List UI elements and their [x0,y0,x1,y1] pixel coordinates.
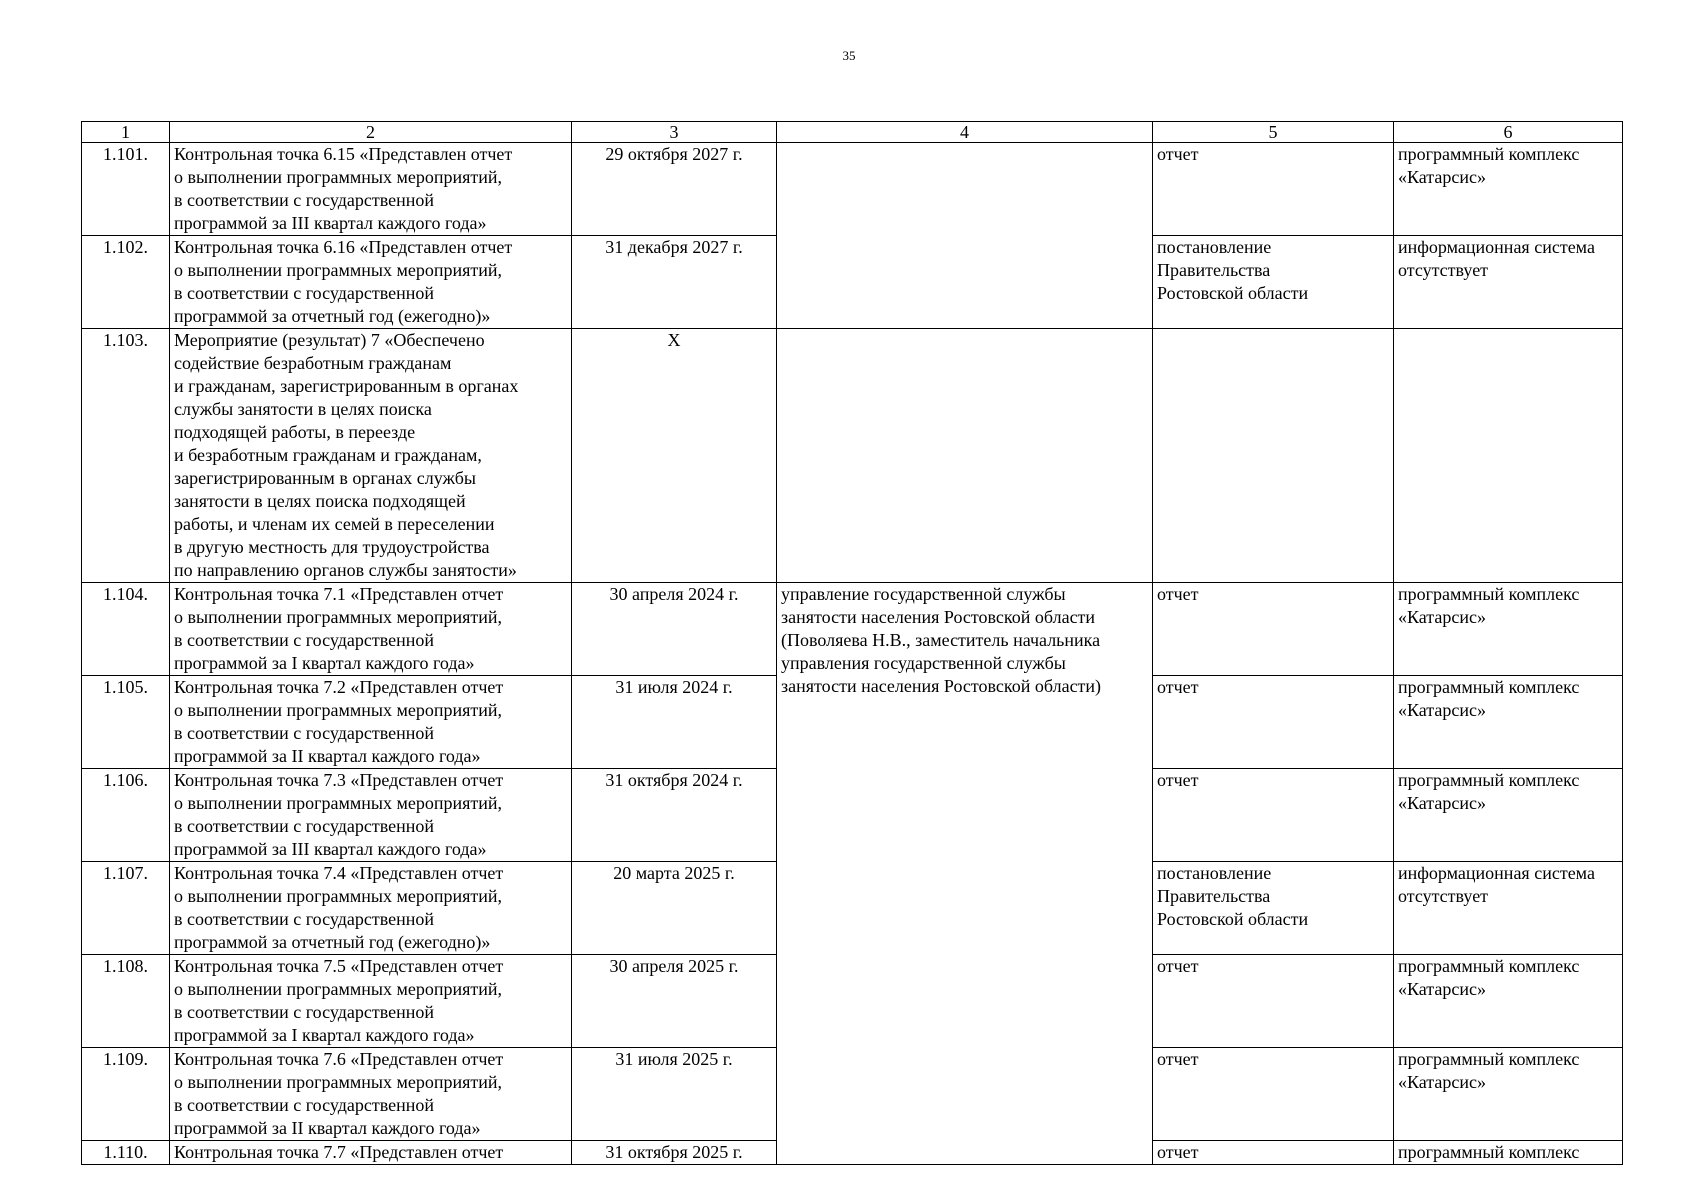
column-header: 2 [170,122,572,143]
document-type: отчет [1153,769,1394,862]
row-number: 1.104. [82,583,170,676]
document-type: постановление Правительства Ростовской области [1153,236,1394,329]
row-number: 1.110. [82,1141,170,1165]
information-system: программный комплекс «Катарсис» [1394,143,1623,236]
deadline-date: 31 июля 2024 г. [572,676,777,769]
row-number: 1.107. [82,862,170,955]
deadline-date: X [572,329,777,583]
column-header: 5 [1153,122,1394,143]
table-header-row [82,122,1623,143]
column-header: 1 [82,122,170,143]
table-row [82,329,1623,583]
document-type: отчет [1153,1048,1394,1141]
row-number: 1.102. [82,236,170,329]
deadline-date: 31 июля 2025 г. [572,1048,777,1141]
deadline-date: 30 апреля 2025 г. [572,955,777,1048]
document-type: отчет [1153,143,1394,236]
deadline-date: 30 апреля 2024 г. [572,583,777,676]
information-system: программный комплекс «Катарсис» [1394,955,1623,1048]
document-type: постановление Правительства Ростовской области [1153,862,1394,955]
event-description: Контрольная точка 7.7 «Представлен отчет [170,1141,572,1165]
column-header: 3 [572,122,777,143]
table-row [82,583,1623,676]
row-number: 1.103. [82,329,170,583]
event-description: Контрольная точка 7.3 «Представлен отчет о выполнении программных мероприятий, в соответствии с государственной программой за III квартал каждого года» [170,769,572,862]
control-points-table [81,121,1623,1165]
document-type [1153,329,1394,583]
column-header: 6 [1394,122,1623,143]
row-number: 1.106. [82,769,170,862]
deadline-date: 29 октября 2027 г. [572,143,777,236]
row-number: 1.105. [82,676,170,769]
event-description: Контрольная точка 6.16 «Представлен отчет о выполнении программных мероприятий, в соответствии с государственной программой за отчетный год (ежегодно)» [170,236,572,329]
information-system: программный комплекс «Катарсис» [1394,769,1623,862]
information-system: программный комплекс [1394,1141,1623,1165]
responsible-executor-empty [777,329,1153,583]
document-type: отчет [1153,676,1394,769]
information-system: информационная система отсутствует [1394,236,1623,329]
deadline-date: 31 декабря 2027 г. [572,236,777,329]
document-type: отчет [1153,1141,1394,1165]
event-description: Контрольная точка 7.2 «Представлен отчет о выполнении программных мероприятий, в соответствии с государственной программой за II квартал каждого года» [170,676,572,769]
table-row [82,143,1623,236]
event-description: Контрольная точка 7.6 «Представлен отчет о выполнении программных мероприятий, в соответствии с государственной программой за II квартал каждого года» [170,1048,572,1141]
event-description: Контрольная точка 6.15 «Представлен отчет о выполнении программных мероприятий, в соответствии с государственной программой за III квартал каждого года» [170,143,572,236]
deadline-date: 31 октября 2024 г. [572,769,777,862]
responsible-executor: управление государственной службы занятости населения Ростовской области (Поволяева Н.В., заместитель начальника управления государственной службы занятости населения Ростовской области) [777,583,1153,1165]
deadline-date: 20 марта 2025 г. [572,862,777,955]
row-number: 1.108. [82,955,170,1048]
document-type: отчет [1153,955,1394,1048]
row-number: 1.101. [82,143,170,236]
column-header: 4 [777,122,1153,143]
information-system: программный комплекс «Катарсис» [1394,676,1623,769]
event-description: Контрольная точка 7.5 «Представлен отчет о выполнении программных мероприятий, в соответствии с государственной программой за I квартал каждого года» [170,955,572,1048]
event-description: Контрольная точка 7.1 «Представлен отчет о выполнении программных мероприятий, в соответствии с государственной программой за I квартал каждого года» [170,583,572,676]
event-description: Мероприятие (результат) 7 «Обеспечено содействие безработным гражданам и гражданам, зарегистрированным в органах службы занятости в целях поиска подходящей работы, в переезде и безработным гражданам и гражданам, зарегистрированным в органах службы занятости в целях поиска подходящей работы, и членам их семей в переселении в другую местность для трудоустройства по направлению органов службы занятости» [170,329,572,583]
responsible-executor-empty [777,143,1153,329]
page-number: 35 [842,48,856,63]
row-number: 1.109. [82,1048,170,1141]
event-description: Контрольная точка 7.4 «Представлен отчет о выполнении программных мероприятий, в соответствии с государственной программой за отчетный год (ежегодно)» [170,862,572,955]
information-system: программный комплекс «Катарсис» [1394,583,1623,676]
information-system [1394,329,1623,583]
information-system: программный комплекс «Катарсис» [1394,1048,1623,1141]
document-type: отчет [1153,583,1394,676]
deadline-date: 31 октября 2025 г. [572,1141,777,1165]
information-system: информационная система отсутствует [1394,862,1623,955]
